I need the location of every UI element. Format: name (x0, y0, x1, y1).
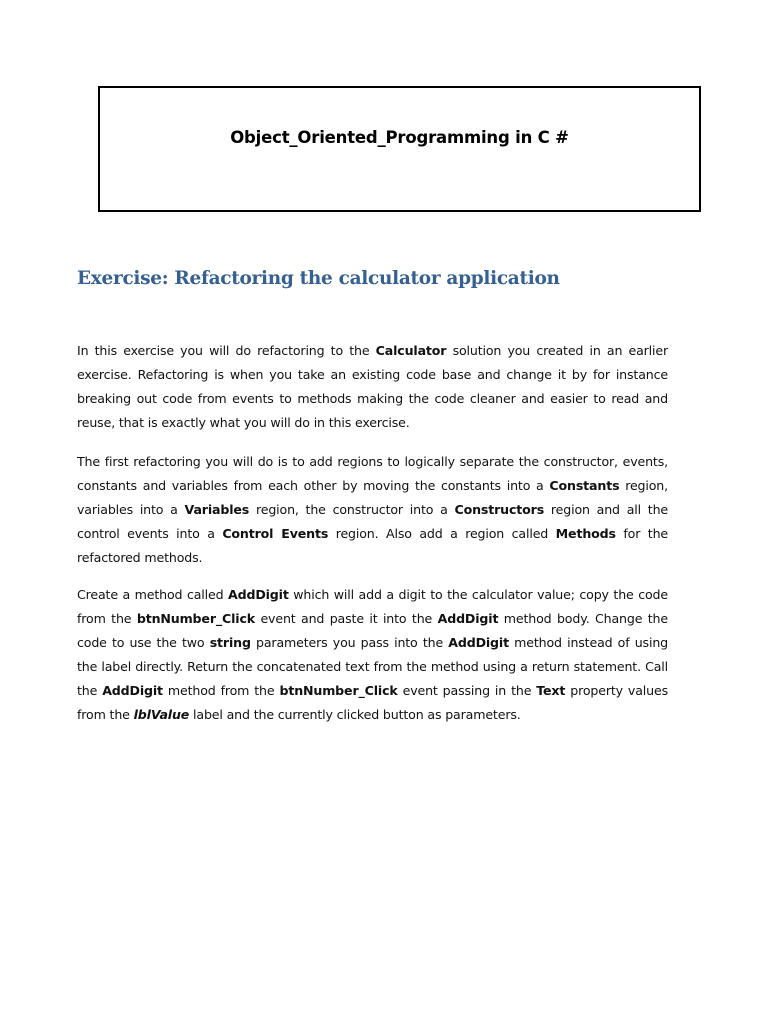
bold-term: Methods (555, 526, 616, 541)
bold-term: btnNumber_Click (279, 683, 398, 698)
bold-term: AddDigit (228, 587, 289, 602)
bold-term: lblValue (133, 707, 190, 722)
bold-term: string (209, 635, 251, 650)
bold-term: AddDigit (437, 611, 499, 626)
exercise-heading: Exercise: Refactoring the calculator application (77, 268, 560, 289)
bold-term: Text (536, 683, 566, 698)
bold-term: AddDigit (448, 635, 509, 650)
paragraph-intro: In this exercise you will do refactoring to the Calculator solution you created in an earlier exercise. Refactoring is when you take an existing code base and change it by for instance breaking out code from events to methods making the code cleaner and easier to read and reuse, that is exactly what you will do in this exercise. (77, 343, 669, 430)
bold-term: Constructors (454, 502, 545, 517)
bold-term: AddDigit (102, 683, 163, 698)
paragraph-regions: The first refactoring you will do is to add regions to logically separate the constructor, events, constants and variables from each other by moving the constants into a Constants region, variables into a Variables region, the constructor into a Constructors region and all the control events into a Control Events region. Also add a region called Methods for the refactored methods. (77, 454, 668, 565)
bold-term: Constants (549, 478, 620, 493)
bold-term: btnNumber_Click (136, 611, 255, 626)
bold-term: Variables (184, 502, 250, 517)
bold-term: Calculator (375, 343, 447, 358)
document-title: Object_Oriented_Programming in C # (230, 128, 569, 147)
title-box (98, 86, 701, 212)
bold-term: Control Events (222, 526, 329, 541)
paragraph-adddigit: Create a method called AddDigit which will add a digit to the calculator value; copy the code from the btnNumber_Click event and paste it into the AddDigit method body. Change the code to use the two string parameters you pass into the AddDigit method instead of using the label directly. Return the concatenated text from the method using a return statement. Call the AddDigit method from the btnNumber_Click event passing in the Text property values from the lblValue label and the currently clicked button as parameters. (77, 587, 668, 722)
